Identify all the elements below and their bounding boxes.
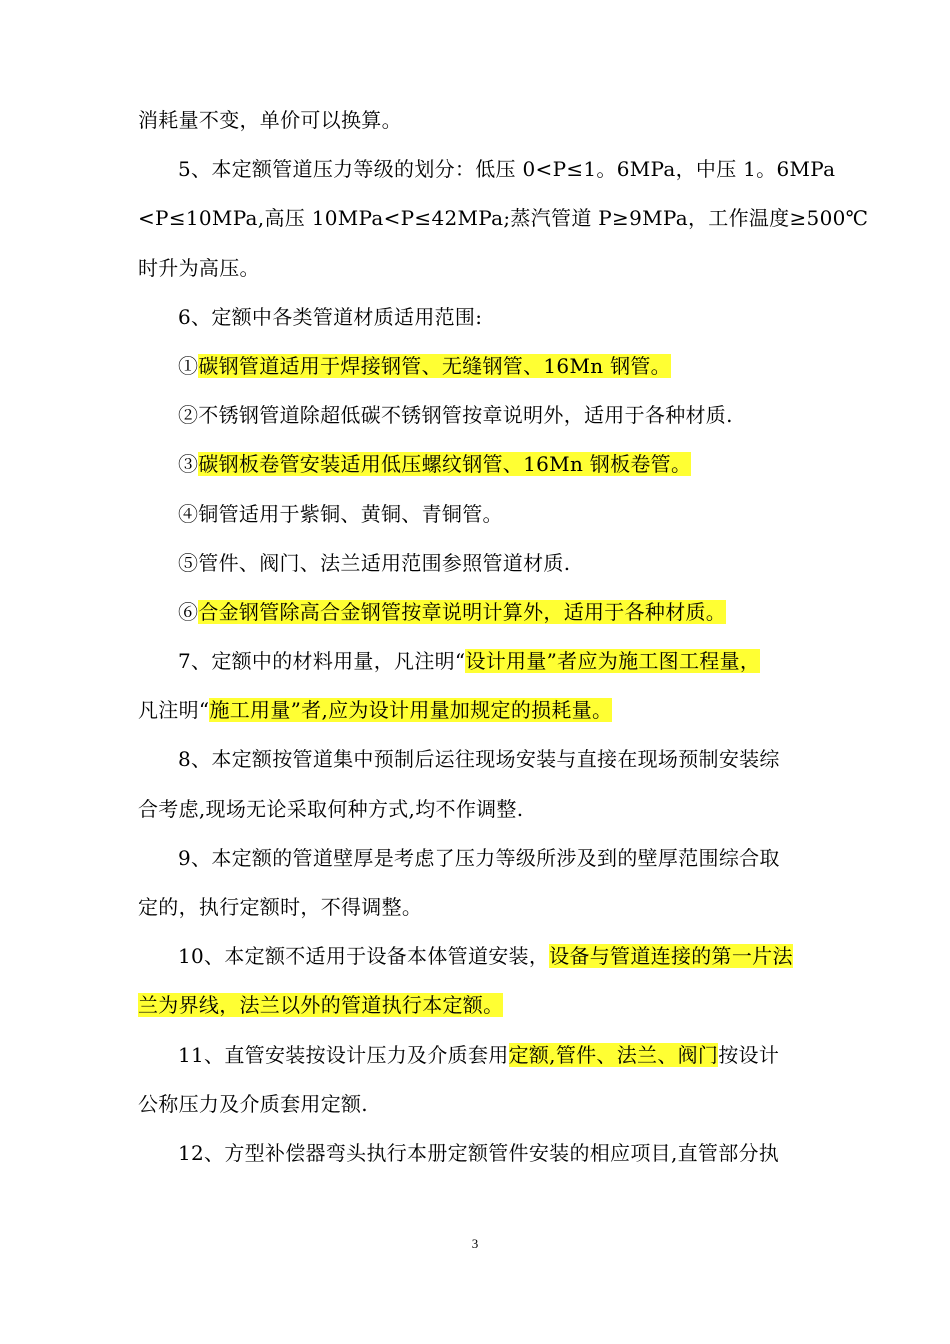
text-segment: 公称压力及介质套用定额. [138, 1091, 368, 1116]
text-segment: 5、本定额管道压力等级的划分：低压 0<P≤1。6MPa，中压 1。6MPa [178, 157, 836, 182]
text-line [138, 1080, 840, 1129]
highlighted-text: 设计用量”者应为施工图工程量， [465, 649, 761, 674]
text-segment: 12、方型补偿器弯头执行本册定额管件安装的相应项目,直管部分执 [178, 1140, 780, 1165]
highlighted-text: 碳钢管道适用于焊接钢管、无缝钢管、16Mn 钢管。 [198, 353, 671, 378]
highlighted-text: 合金钢管除高合金钢管按章说明计算外，适用于各种材质。 [198, 599, 727, 624]
text-line [138, 145, 840, 194]
text-line [138, 440, 840, 489]
highlighted-text: 兰为界线，法兰以外的管道执行本定额。 [138, 993, 504, 1018]
text-line [138, 293, 840, 342]
highlighted-text: 施工用量”者,应为设计用量加规定的损耗量。 [209, 698, 613, 723]
text-line [138, 637, 840, 686]
text-segment: 7、定额中的材料用量，凡注明“ [178, 649, 466, 674]
text-segment: 合考虑,现场无论采取何种方式,均不作调整. [138, 796, 524, 821]
text-line [138, 735, 840, 784]
document-body [138, 96, 869, 1178]
highlighted-text: 定额,管件、法兰、阀门 [508, 1042, 719, 1067]
page-number: 3 [471, 1236, 479, 1251]
text-segment: ⑤管件、阀门、法兰适用范围参照管道材质. [178, 550, 571, 575]
text-segment: ②不锈钢管道除超低碳不锈钢管按章说明外，适用于各种材质. [178, 403, 733, 428]
text-segment: ④铜管适用于紫铜、黄铜、青铜管。 [178, 501, 503, 526]
text-line [138, 883, 840, 932]
text-line [138, 932, 840, 981]
text-line [138, 96, 840, 145]
text-segment: 按设计 [718, 1042, 780, 1067]
text-line [138, 342, 840, 391]
text-segment: 消耗量不变，单价可以换算。 [138, 108, 402, 132]
text-line [138, 391, 840, 440]
text-segment: 凡注明“ [138, 698, 210, 723]
text-line [138, 490, 840, 539]
text-line [138, 244, 840, 293]
text-segment: ⑥ [178, 599, 199, 624]
highlighted-text: 碳钢板卷管安装适用低压螺纹钢管、16Mn 钢板卷管。 [198, 452, 692, 477]
text-segment: 10、本定额不适用于设备本体管道安装， [178, 944, 550, 969]
text-line [138, 539, 840, 588]
text-segment: ① [178, 353, 199, 378]
text-segment: ③ [178, 452, 199, 477]
text-line [138, 981, 840, 1030]
text-segment: <P≤10MPa,高压 10MPa<P≤42MPa;蒸汽管道 P≥9MPa，工作温度≥500℃ [138, 206, 869, 231]
text-line [138, 834, 840, 883]
text-segment: 9、本定额的管道壁厚是考虑了压力等级所涉及到的壁厚范围综合取 [178, 845, 780, 870]
text-line [138, 1031, 840, 1080]
text-line [138, 785, 840, 834]
text-segment: 定的，执行定额时，不得调整。 [138, 895, 423, 919]
text-segment: 8、本定额按管道集中预制后运往现场安装与直接在现场预制安装综 [178, 747, 780, 772]
text-line [138, 686, 840, 735]
text-line [138, 194, 869, 243]
text-line [138, 588, 840, 637]
text-segment: 时升为高压。 [138, 255, 260, 280]
text-segment: 11、直管安装按设计压力及介质套用 [178, 1042, 509, 1067]
text-segment: 6、定额中各类管道材质适用范围: [178, 304, 483, 329]
highlighted-text: 设备与管道连接的第一片法 [549, 944, 793, 969]
text-line [138, 1129, 840, 1178]
